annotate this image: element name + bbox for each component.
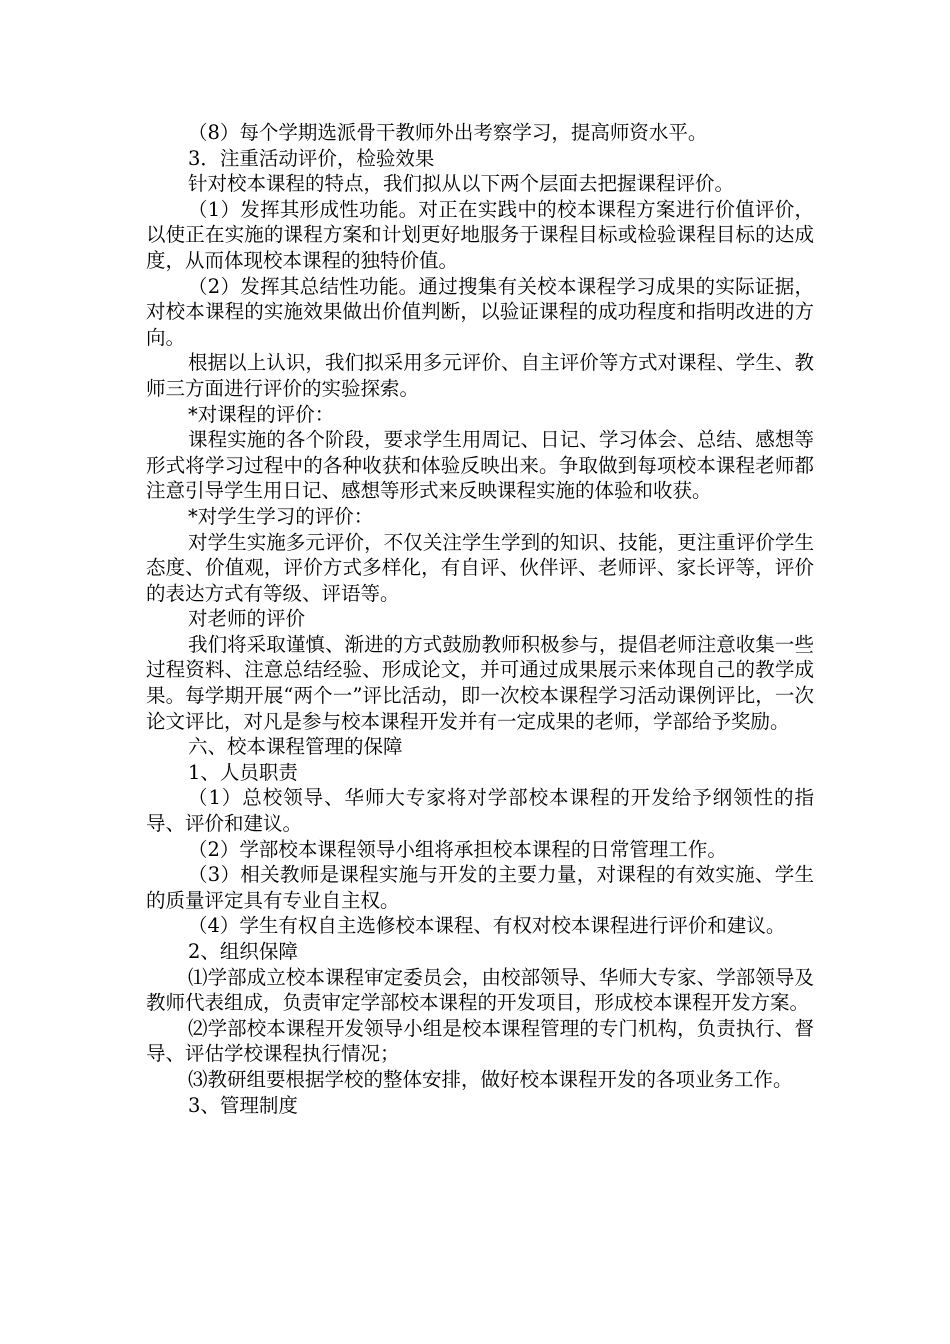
paragraph: 对学生实施多元评价，不仅关注学生学到的知识、技能，更注重评价学生态度、价值观，评价方式多样化，有自评、伙伴评、老师评、家长评等，评价的表达方式有等级、评语等。: [146, 530, 814, 605]
paragraph: （4）学生有权自主选修校本课程、有权对校本课程进行评价和建议。: [188, 914, 786, 938]
subheading: 对老师的评价: [188, 607, 306, 631]
paragraph: 课程实施的各个阶段，要求学生用周记、日记、学习体会、总结、感想等形式将学习过程中的各种收获和体验反映出来。争取做到每项校本课程老师都注意引导学生用日记、感想等形式来反映课程实施的体验和收获。: [146, 428, 814, 503]
paragraph: ⑴学部成立校本课程审定委员会，由校部领导、华师大专家、学部领导及教师代表组成，负责审定学部校本课程的开发项目，形成校本课程开发方案。: [146, 965, 814, 1015]
paragraph: （1）总校领导、华师大专家将对学部校本课程的开发给予纲领性的指导、评价和建议。: [146, 786, 814, 836]
paragraph: （2）学部校本课程领导小组将承担校本课程的日常管理工作。: [188, 837, 727, 861]
subheading: *对学生学习的评价：: [188, 504, 374, 528]
paragraph: 针对校本课程的特点，我们拟从以下两个层面去把握课程评价。: [188, 172, 735, 196]
paragraph: 根据以上认识，我们拟采用多元评价、自主评价等方式对课程、学生、教师三方面进行评价的实验探索。: [146, 351, 814, 400]
subheading: 3、管理制度: [188, 1093, 298, 1117]
section-heading: 六、校本课程管理的保障: [188, 735, 403, 759]
paragraph: （8）每个学期选派骨干教师外出考察学习，提高师资水平。: [188, 121, 708, 144]
subheading: *对课程的评价：: [188, 402, 335, 426]
paragraph: ⑵学部校本课程开发领导小组是校本课程管理的专门机构，负责执行、督导、评估学校课程执行情况；: [146, 1016, 814, 1066]
paragraph: （3）相关教师是课程实施与开发的主要力量，对课程的有效实施、学生的质量评定具有专业自主权。: [146, 863, 814, 912]
paragraph: 我们将采取谨慎、渐进的方式鼓励教师积极参与，提倡老师注意收集一些过程资料、注意总结经验、形成论文，并可通过成果展示来体现自己的教学成果。每学期开展“两个一”评比活动，即一次校本课程学习活动课例评比，一次论文评比，对凡是参与校本课程开发并有一定成果的老师，学部给予奖励。: [146, 632, 814, 733]
document-page: [146, 120, 814, 1118]
paragraph: （1）发挥其形成性功能。对正在实践中的校本课程方案进行价值评价，以使正在实施的课程方案和计划更好地服务于课程目标或检验课程目标的达成度，从而体现校本课程的独特价值。: [146, 197, 814, 272]
section-heading: 3．注重活动评价，检验效果: [188, 146, 435, 170]
subheading: 1、人员职责: [188, 760, 298, 784]
paragraph: （2）发挥其总结性功能。通过搜集有关校本课程学习成果的实际证据，对校本课程的实施效果做出价值判断，以验证课程的成功程度和指明改进的方向。: [146, 274, 814, 349]
subheading: 2、组织保障: [188, 940, 298, 963]
paragraph: ⑶教研组要根据学校的整体安排，做好校本课程开发的各项业务工作。: [188, 1067, 793, 1091]
